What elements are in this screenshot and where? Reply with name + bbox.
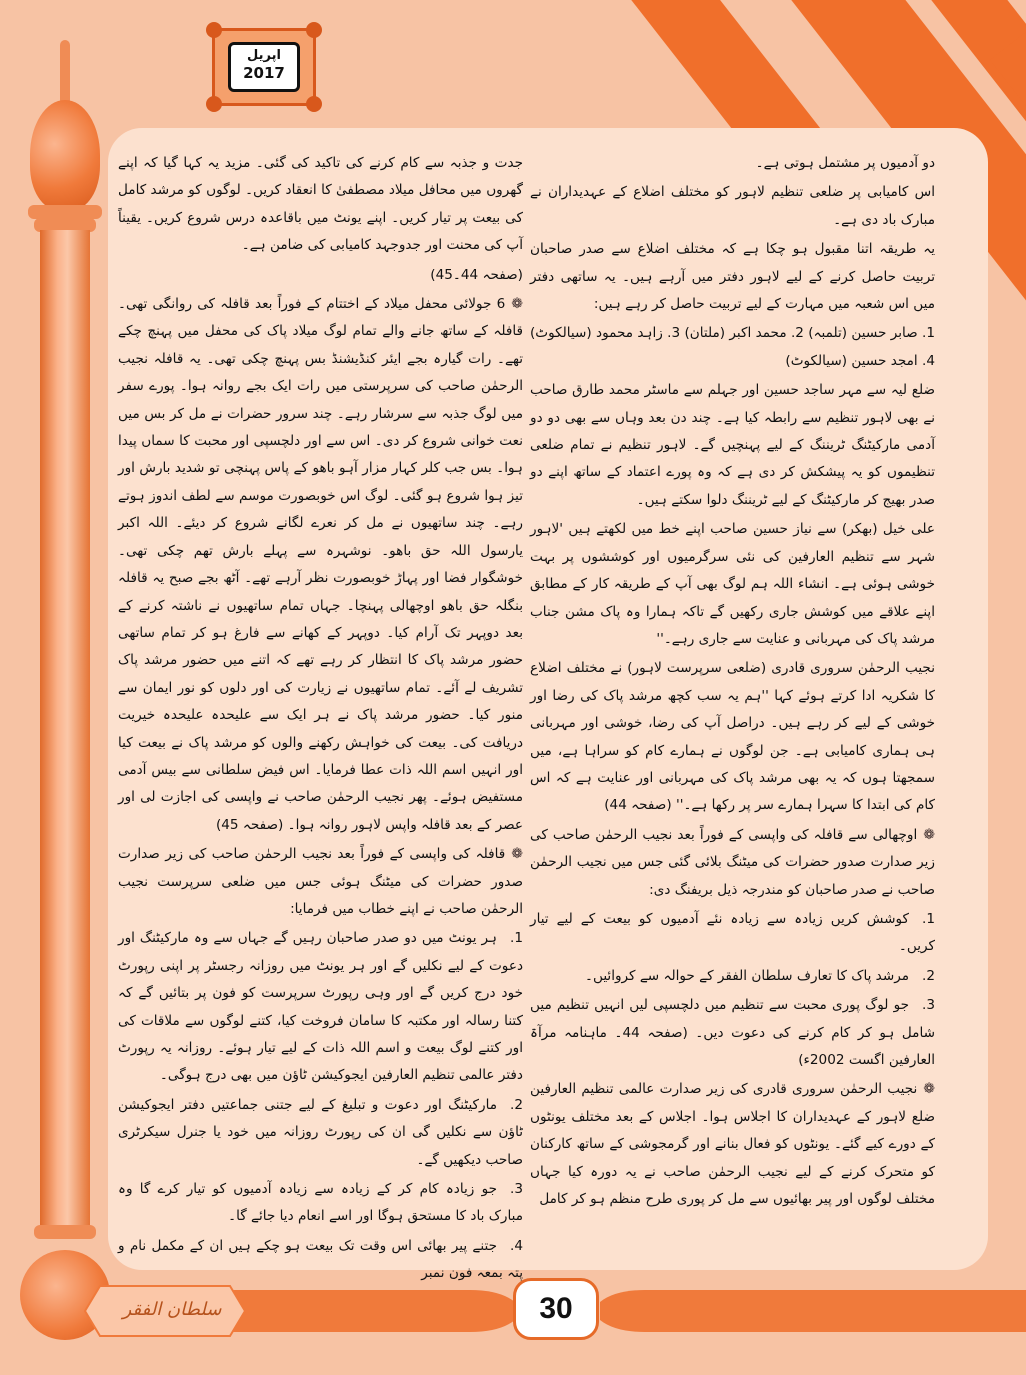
paragraph: ضلع لیہ سے مہر ساجد حسین اور جہلم سے ماسٹر محمد طارق صاحب نے بھی لاہور تنظیم سے رابطہ کیا ہے۔ چند دن بعد وہاں سے بھی دو دو آدمی مارکیٹنگ ٹریننگ کے لیے پہنچیں گے۔ لاہور تنظیم نے تمام ضلعی تنظیموں کو یہ پیشکش کر دی ہے کہ وہ پورے اعتماد کے ساتھ اپنے دو صدر بھیج کر مارکیٹنگ کے لیے ٹریننگ دلوا سکتے ہیں۔	[530, 382, 935, 508]
list-item: 1.کوشش کریں زیادہ سے زیادہ نئے آدمیوں کو بیعت کے لیے تیار کریں۔	[530, 910, 935, 955]
badge-month: اپریل	[247, 48, 281, 63]
page-reference: (صفحہ 44۔45)	[430, 266, 523, 283]
flower-icon: ❁	[923, 826, 935, 843]
list-item: 2.مارکیٹنگ اور دعوت و تبلیغ کے لیے جتنی جماعتیں دفتر ایجوکیشن ٹاؤن سے نکلیں گی ان کی رپورٹ روزانہ میں خود یا جنرل سیکرٹری صاحب دیکھیں گے۔	[118, 1096, 523, 1168]
paragraph: دو آدمیوں پر مشتمل ہوتی ہے۔	[755, 155, 935, 171]
paragraph: علی خیل (بھکر) سے نیاز حسین صاحب اپنے خط میں لکھتے ہیں 'لاہور شہر سے تنظیم العارفین کی نئی سرگرمیوں اور کوششوں پر بہت خوشی ہوئی ہے۔ انشاء اللہ ہم لوگ بھی آپ کے طریقہ کار کے مطابق اپنے علاقے میں کوشش جاری رکھیں گے تاکہ ہمارا وہ پاک مشن جناب مرشد پاک کی مہربانی و عنایت سے جاری رہے۔''	[530, 521, 935, 647]
page-number: 30	[513, 1278, 599, 1340]
badge-year: 2017	[243, 64, 285, 82]
paragraph: ❁نجیب الرحمٰن سروری قادری کی زیر صدارت عالمی تنظیم العارفین ضلع لاہور کے عہدیداران کا اجلاس ہوا۔ اجلاس کے بعد مختلف یونٹوں کے دورے کیے گئے۔ یونٹوں کو فعال بنانے اور گرمجوشی کے ساتھ کارکنان کو متحرک کرنے کے لیے نجیب الرحمٰن صاحب نے یہ دورہ کیا جہاں مختلف لوگوں اور پیر بھائیوں سے مل کر پوری طرح منظم ہو کر کامل	[530, 1081, 935, 1208]
left-column	[118, 150, 523, 1290]
list-item: 3.جو زیادہ کام کر کے زیادہ سے زیادہ آدمیوں کو تیار کرے گا وہ مبارک باد کا مستحق ہوگا اور اسے انعام دیا جائے گا۔	[118, 1181, 523, 1225]
paragraph: اس کامیابی پر ضلعی تنظیم لاہور کو مختلف اضلاع کے عہدیداران نے مبارک باد دی ہے۔	[530, 184, 935, 228]
list-item: 4.جتنے پیر بھائی اس وقت تک بیعت ہو چکے ہیں ان کے مکمل نام و پتہ بمعہ فون نمبر	[118, 1237, 523, 1282]
flower-icon: ❁	[511, 296, 523, 313]
paragraph: نجیب الرحمٰن سروری قادری (ضلعی سرپرست لاہور) نے مختلف اضلاع کا شکریہ ادا کرتے ہوئے کہا ''ہم یہ سب کچھ مرشد پاک کی رضا اور خوشی کے لیے کر رہے ہیں۔ دراصل آپ کی رضا، خوشی اور مہربانی ہی ہماری کامیابی ہے۔ جن لوگوں نے ہمارے کام کو سراہا ہے، میں سمجھتا ہوں کہ یہ بھی مرشد پاک کی مہربانی اور عنایت ہے کہ اس کام کی ابتدا کا سہرا ہمارے سر پر رکھا ہے۔'' (صفحہ 44)	[530, 660, 935, 814]
paragraph: یہ طریقہ اتنا مقبول ہو چکا ہے کہ مختلف اضلاع سے صدر صاحبان تربیت حاصل کرنے کے لیے لاہور دفتر میں آرہے ہیں۔ یہ ساتھی دفتر میں اس شعبہ میں مہارت کے لیے تربیت حاصل کر رہے ہیں:	[530, 241, 935, 313]
paragraph: ❁6 جولائی محفل میلاد کے اختتام کے فوراً بعد قافلہ کی روانگی تھی۔ قافلہ کے ساتھ جانے والے تمام لوگ میلاد پاک کی محفل میں پہنچ چکے تھے۔ رات گیارہ بجے ایئر کنڈیشنڈ بس پہنچ چکی تھی۔ یہ قافلہ نجیب الرحمٰن صاحب کی سرپرستی میں رات ایک بجے روانہ ہوا۔ پورے سفر میں لوگ جذبہ سے سرشار رہے۔ چند سرور حضرات نے مل کر بس میں نعت خوانی شروع کر دی۔ اس سے اور دلچسپی اور محبت کا سماں پیدا ہوا۔ بس جب کلر کہار مزار آہو باھو کے پاس پہنچی تو شدید بارش اور تیز ہوا شروع ہو گئی۔ لوگ اس خوبصورت موسم سے لطف اندوز ہوتے رہے۔ چند ساتھیوں نے مل کر نعرے لگانے شروع کر دیئے۔ اللہ اکبر یارسول اللہ حق باھو۔ نوشہرہ سے پہلے بارش تھم چکی تھی۔ خوشگوار فضا اور پہاڑ خوبصورت نظر آرہے تھے۔ آٹھ بجے صبح یہ قافلہ بنگلہ حق باھو اوچھالی پہنچا۔ جہاں تمام ساتھیوں نے ناشتہ کرنے کے بعد دوپہر تک آرام کیا۔ دوپہر کے کھانے سے فارغ ہو کر تمام ساتھی حضور مرشد پاک کا انتظار کر رہے تھے کہ اتنے میں حضور مرشد پاک تشریف لے آئے۔ تمام ساتھیوں نے زیارت کی اور دلوں کو نور ایمان سے منور کیا۔ حضور مرشد پاک نے ہر ایک سے علیحدہ علیحدہ خیریت دریافت کی۔ بیعت کی خواہش رکھنے والوں کو مرشد پاک نے بیعت کیا اور انہیں اسم اللہ ذات عطا فرمایا۔ اس فیض سلطانی سے بیس آدمی مستفیض ہوئے۔ پھر نجیب الرحمٰن صاحب نے واپسی کی اجازت لی اور عصر کے بعد قافلہ واپس لاہور روانہ ہوا۔ (صفحہ 45)	[118, 296, 523, 833]
paragraph: 1. صابر حسین (تلمبہ) 2. محمد اکبر (ملتان) 3. زاہد محمود (سیالکوٹ) 4. امجد حسین (سیالکوٹ)	[530, 325, 935, 369]
list-item: 1.ہر یونٹ میں دو صدر صاحبان رہیں گے جہاں سے وہ مارکیٹنگ اور دعوت کے لیے نکلیں گے اور ہر یونٹ میں روزانہ رجسٹر پر اپنی رپورٹ خود درج کریں گے اور وہی رپورٹ سرپرست کو فون پر بتائیں گے کہ کتنا رسالہ اور مکتبہ کا سامان فروخت کیا، کتنے لوگوں سے ملاقات کی اور کتنے لوگ بیعت و اسم اللہ ذات کے لیے تیار ہوئے۔ روزانہ یہ رپورٹ دفتر عالمی تنظیم العارفین ایجوکیشن ٹاؤن میں بھی درج ہوگی۔	[118, 930, 523, 1084]
paragraph: ❁اوچھالی سے قافلہ کی واپسی کے فوراً بعد نجیب الرحمٰن صاحب کی زیر صدارت صدور حضرات کی میٹنگ بلائی گئی جس میں نجیب الرحمٰن صاحب نے صدر صاحبان کو مندرجہ ذیل بریفنگ دی:	[530, 826, 935, 898]
flower-icon: ❁	[511, 846, 523, 863]
list-item: 2.مرشد پاک کا تعارف سلطان الفقر کے حوالہ سے کروائیں۔	[585, 967, 935, 984]
list-item: 3.جو لوگ پوری محبت سے تنظیم میں دلچسپی لیں انہیں تنظیم میں شامل ہو کر کام کرنے کی دعوت دیں۔ (صفحہ 44۔ ماہنامہ مرآۃ العارفین اگست 2002ء)	[530, 997, 936, 1068]
magazine-logo: سلطان الفقر	[122, 1299, 222, 1320]
paragraph: جدت و جذبہ سے کام کرنے کی تاکید کی گئی۔ مزید یہ کہا گیا کہ اپنے گھروں میں محافل میلاد مصطفیٰ کا انعقاد کریں۔ لوگوں کو مرشد کامل کی بیعت پر تیار کریں۔ اپنے یونٹ میں باقاعدہ درس شروع کریں۔ یقیناً آپ کی محنت اور جدوجہد کامیابی کی ضامن ہے۔	[118, 155, 523, 254]
right-column	[530, 150, 935, 1215]
flower-icon: ❁	[923, 1081, 935, 1098]
paragraph: ❁قافلہ کی واپسی کے فوراً بعد نجیب الرحمٰن صاحب کی زیر صدارت صدور حضرات کی میٹنگ ہوئی جس میں ضلعی سرپرست نجیب الرحمٰن صاحب نے اپنے خطاب میں فرمایا:	[118, 846, 523, 917]
